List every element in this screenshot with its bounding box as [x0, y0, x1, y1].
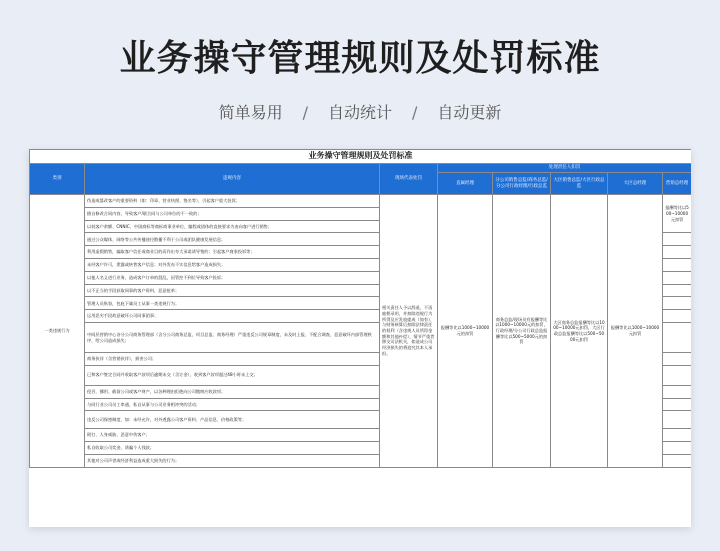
rule-row: 管理人员纵容，包庇下属员工从事一类违规行为； [85, 297, 380, 310]
rule-row: 以不正当的手段获取同事的客户资料，恶意抢单； [85, 284, 380, 297]
rule-row: 私自收取公司奖金，诱骗个人钱款； [85, 442, 380, 455]
header-group: 处理责任人扣罚 [438, 164, 692, 173]
header-branch: 分公司销售总监/商务总监/分公司行政经理/行政总监 [493, 173, 551, 195]
rule-row: 商务伙伴（含营销伙伴），损害公司； [85, 353, 380, 366]
spreadsheet-preview [29, 149, 691, 527]
rule-row: 中间层营销中心各分公司商务管理部（含分公司商务总监、项目总监、商务经理）严重违反公司规章制度，未及时上报、不配合调查，恶意破坏内部管理秩序，给公司造成损失； [85, 323, 380, 353]
rule-row: 以低客户余额、CNNIC、中国商标等商标商事业单位，编程或团体的直接要求为由向客户进行销售； [85, 220, 380, 233]
branch-cell: 商务总监/现场员有报酬等比以1000~10000元的扣罚，行政经理/分公司行政总监报酬等比以500~5000元的扣罚 [493, 195, 551, 468]
header-gm: 大区总经理 [608, 173, 663, 195]
rule-row: 擅自修改合同内容，导致客户/联合同与公司单位的不一致的； [85, 207, 380, 220]
header-manager: 直属经理 [438, 173, 493, 195]
table-title: 业务操守管理规则及处罚标准 [30, 150, 692, 164]
header-content: 违规内容 [85, 164, 380, 195]
rule-row: 伪造或篡改客户的重要资料（如：印章、营业执照、签名等），引起客户重大投诉； [85, 195, 380, 208]
rule-row: 以他人名义进行业务，造成客户订单的混乱，因管控不到位导致客户投诉； [85, 271, 380, 284]
rule-row: 运用恶劣手段故意破坏公司同事团事； [85, 310, 380, 323]
category-cell: 一类违规行为 [30, 195, 85, 468]
gm-cell: 报酬等比以1000~10000元扣罚 [608, 195, 663, 468]
tag-easy: 简单易用 [218, 103, 283, 122]
feature-tags: 简单易用 / 自动统计 / 自动更新 [218, 103, 502, 122]
rule-row: 殴打、人身威胁、恶意中伤客户； [85, 429, 380, 442]
rule-row: 违反公司保密制度，如：未经允许，对外透露公司客户资料、产品信息、价格政策等； [85, 411, 380, 429]
rule-row: 与同行业公司员工串通，私自从事与公司业务相冲突的活动； [85, 398, 380, 411]
header-sales: 营销总经理 [663, 173, 692, 195]
rule-row: 已和客户签定合同并收取客户款项后逾期未交（含订金），收到客户款项超过48小时未上交； [85, 365, 380, 385]
header-region: 大区销售总监/大区行政总监 [551, 173, 608, 195]
region-cell: 大区商务总监报酬等比以1000~10000元扣罚，大区行政总监报酬等比以500~5000元扣罚 [551, 195, 608, 468]
rule-row: 未经客户许可，泄露或转售客户信息；对外发布不实信息给客户造成损失； [85, 259, 380, 272]
tag-auto-update: 自动更新 [437, 103, 502, 122]
sales-cell: 报酬等比以500~10000元扣罚 [663, 195, 692, 233]
header-deduct: 现场代表处罚 [380, 164, 438, 195]
rule-row: 利用虚假销售，骗取客户信任或商业目的而作出夸大承诺诱导签约；引起客户商家投诉等； [85, 246, 380, 259]
rules-table [29, 149, 691, 468]
rule-row: 其他对公司声誉或经济利益造成重大损失的行为； [85, 455, 380, 468]
manager-cell: 报酬等比以1000~10000元的扣罚 [438, 195, 493, 468]
rule-row: 侵吞、挪用、截留公司或客户财产，以各种理由拒绝向公司缴纳应收款项； [85, 385, 380, 398]
header-category: 类别 [30, 164, 85, 195]
tag-auto-stat: 自动统计 [327, 103, 392, 122]
rule-row: 通过公众媒体、网络等公共传播途径散播不利于公司或团队健康发展信息； [85, 233, 380, 246]
deduct-cell: 相关责任人予以辞退，不再雇佣录用，并扣除违规行为所得及应发放提成（如有），与财务核算后扣除法律责任的权利（含违规人员所得金额和其他补偿），情节严重者移交司法机关，如造成公司经济损失的将追究其本人承担。 [380, 195, 438, 468]
page-title: 业务操守管理规则及处罚标准 [119, 38, 601, 79]
